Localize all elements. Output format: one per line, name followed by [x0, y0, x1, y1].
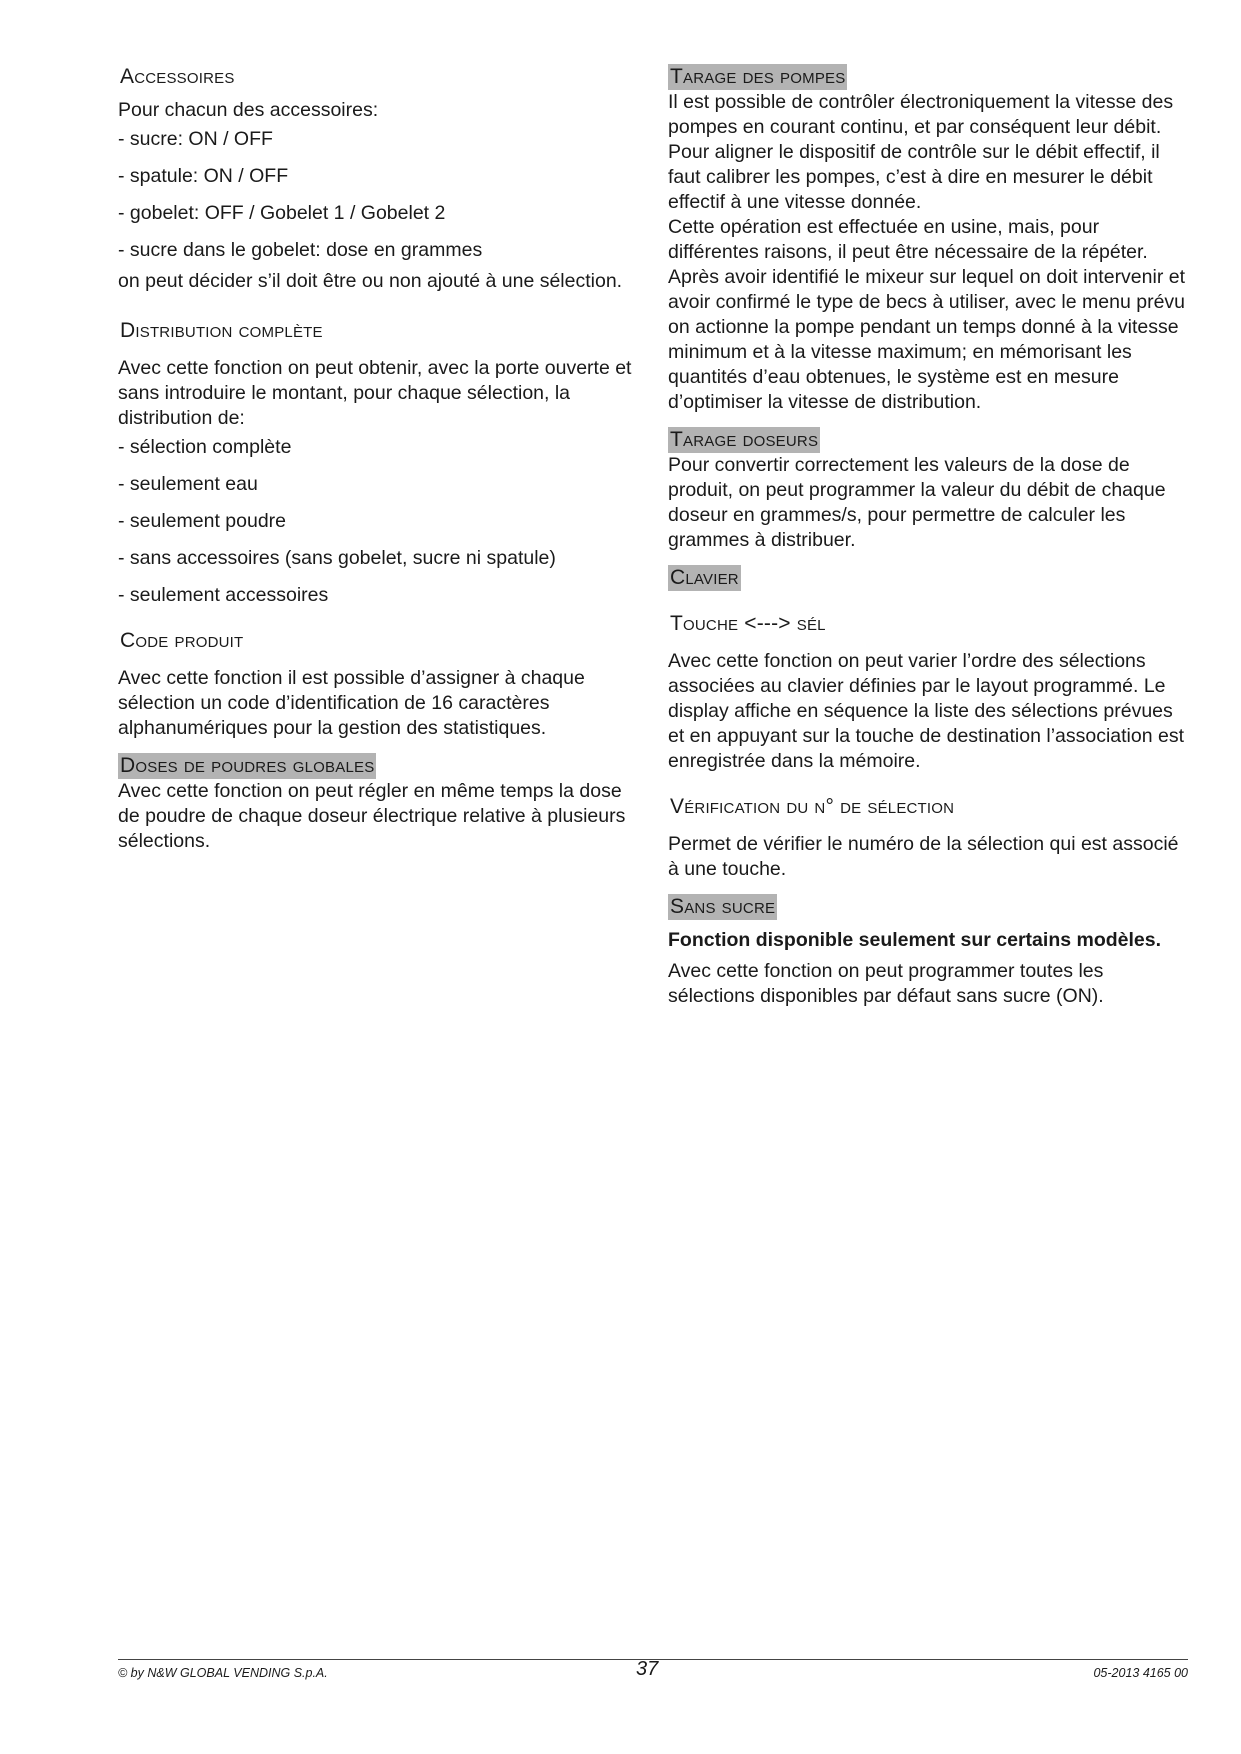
left-column: [118, 64, 648, 854]
list-item: - seulement poudre: [118, 510, 287, 532]
section-accessoires: [118, 64, 648, 294]
distribution-intro: Avec cette fonction on peut obtenir, avec la porte ouverte et sans introduire le montant, pour chaque sélection, la distribution de:: [118, 357, 632, 429]
accessoires-intro: Pour chacun des accessoires:: [118, 99, 379, 121]
heading-distribution: Distribution complète: [120, 319, 323, 342]
right-column: [668, 64, 1193, 1009]
tarage-pompes-p2: Pour aligner le dispositif de contrôle sur le débit effectif, il faut calibrer les pompes, c’est à dire en mesurer le débit effectif à une vitesse donnée.: [668, 141, 1160, 213]
tarage-doseurs-text: Pour convertir correctement les valeurs de la dose de produit, on peut programmer la valeur du débit de chaque doseur en grammes/s, pour permettre de calculer les grammes à distribuer.: [668, 454, 1166, 551]
tarage-pompes-p4: Après avoir identifié le mixeur sur lequel on doit intervenir et avoir confirmé le type de becs à utiliser, avec le menu prévu on actionne la pompe pendant un temps donné à la vitesse minimum et à la vitesse maximum; en mémorisant les quantités d’eau obtenues, le système est en mesure d’optimiser la vitesse de distribution.: [668, 266, 1186, 413]
section-verification: [668, 794, 1193, 882]
list-item: - sans accessoires (sans gobelet, sucre ni spatule): [118, 547, 556, 569]
heading-code-produit: Code produit: [120, 629, 244, 652]
section-clavier: [668, 565, 1193, 591]
heading-sans-sucre: Sans sucre: [670, 895, 776, 918]
sans-sucre-text: Avec cette fonction on peut programmer toutes les sélections disponibles par défaut sans sucre (ON).: [668, 960, 1104, 1007]
section-doses: [118, 753, 648, 854]
tarage-pompes-p3: Cette opération est effectuée en usine, mais, pour différentes raisons, il peut être nécessaire de la répéter.: [668, 216, 1148, 263]
section-touche: [668, 611, 1193, 774]
heading-tarage-doseurs: Tarage doseurs: [670, 428, 819, 451]
section-tarage-pompes: [668, 64, 1193, 415]
heading-touche: Touche <---> sél: [670, 612, 826, 635]
list-item: - spatule: ON / OFF: [118, 165, 289, 187]
list-item: - sucre dans le gobelet: dose en grammes: [118, 239, 483, 261]
list-item: - seulement accessoires: [118, 584, 329, 606]
page-number: 37: [636, 1658, 659, 1680]
section-sans-sucre: [668, 894, 1193, 1009]
doses-text: Avec cette fonction on peut régler en même temps la dose de poudre de chaque doseur électrique relative à plusieurs sélections.: [118, 780, 626, 852]
accessoires-outro: on peut décider s’il doit être ou non ajouté à une sélection.: [118, 270, 623, 292]
heading-clavier: Clavier: [670, 566, 739, 589]
touche-text: Avec cette fonction on peut varier l’ordre des sélections associées au clavier définies par le layout programmé. Le display affiche en séquence la liste des sélections prévues et en appuyant sur la touche de destination l’association est enregistrée dans la mémoire.: [668, 650, 1185, 772]
heading-doses: Doses de poudres globales: [120, 754, 375, 777]
tarage-pompes-p1: Il est possible de contrôler électroniquement la vitesse des pompes en courant continu, et par conséquent leur débit.: [668, 91, 1174, 138]
list-item: - seulement eau: [118, 473, 258, 495]
sans-sucre-note: Fonction disponible seulement sur certains modèles.: [668, 929, 1162, 951]
section-distribution: [118, 318, 648, 608]
section-code-produit: [118, 628, 648, 741]
list-item: - gobelet: OFF / Gobelet 1 / Gobelet 2: [118, 202, 446, 224]
section-tarage-doseurs: [668, 427, 1193, 553]
heading-tarage-pompes: Tarage des pompes: [670, 65, 846, 88]
list-item: - sélection complète: [118, 436, 292, 458]
heading-verification: Vérification du n° de sélection: [670, 795, 955, 818]
heading-accessoires: Accessoires: [120, 65, 235, 88]
verification-text: Permet de vérifier le numéro de la sélection qui est associé à une touche.: [668, 833, 1179, 880]
code-produit-text: Avec cette fonction il est possible d’assigner à chaque sélection un code d’identification de 16 caractères alphanumériques pour la gestion des statistiques.: [118, 667, 585, 739]
footer-document-code: 05-2013 4165 00: [1093, 1666, 1188, 1680]
list-item: - sucre: ON / OFF: [118, 128, 273, 150]
footer-copyright: © by N&W GLOBAL VENDING S.p.A.: [118, 1666, 328, 1680]
